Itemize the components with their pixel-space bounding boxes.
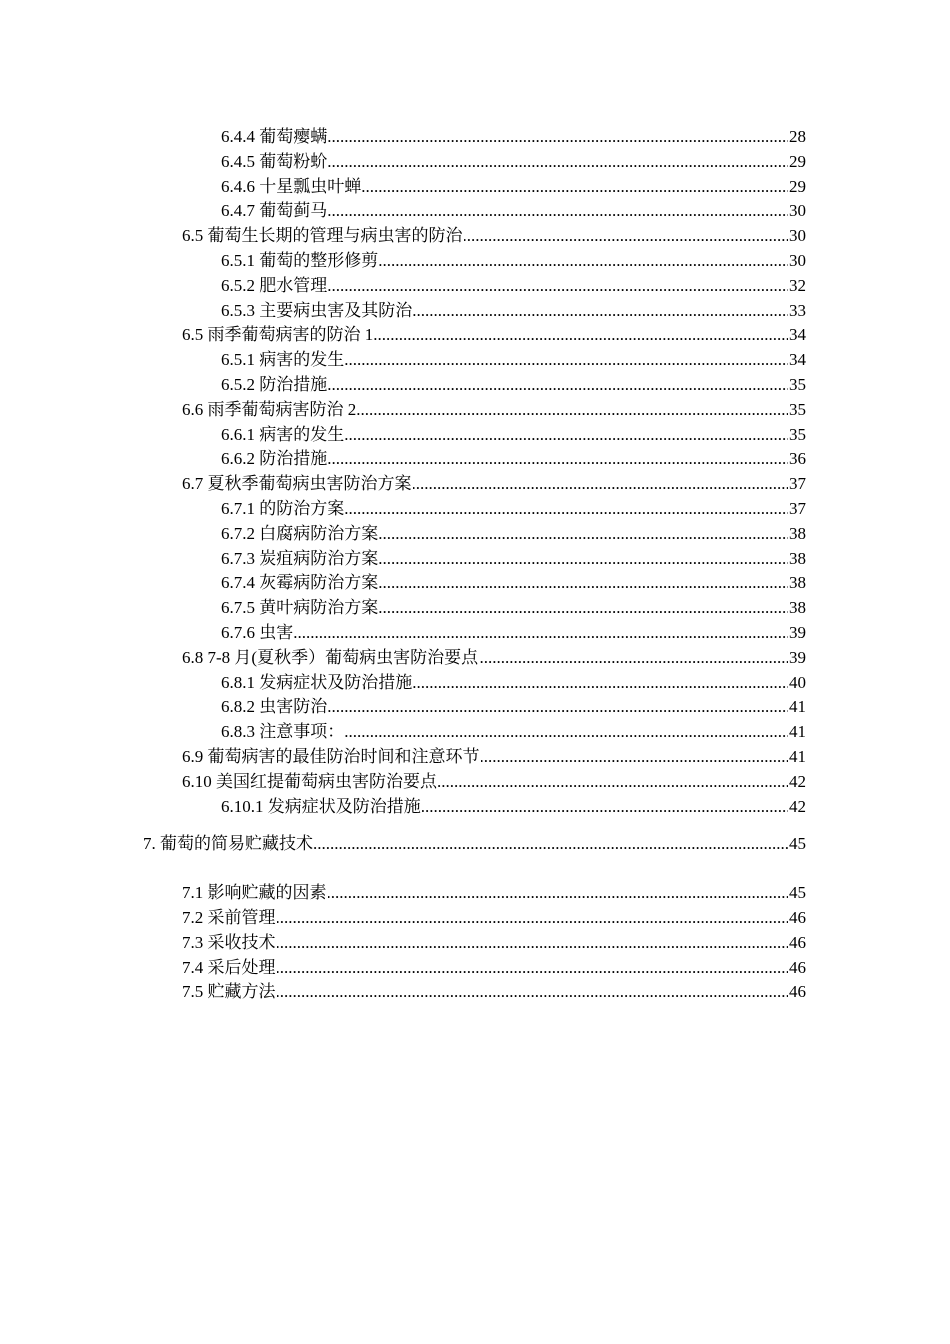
toc-page-number: 30 bbox=[788, 249, 806, 274]
toc-page-number: 45 bbox=[788, 881, 806, 906]
toc-entry-title: 7.5 贮藏方法 bbox=[182, 980, 277, 1005]
toc-page-number: 38 bbox=[788, 571, 806, 596]
toc-entry[interactable] bbox=[221, 274, 806, 299]
toc-entry-title: 6.10 美国红提葡萄病虫害防治要点 bbox=[182, 770, 438, 795]
toc-entry-title: 6.8.3 注意事项： bbox=[221, 720, 345, 745]
toc-page-number: 34 bbox=[788, 323, 806, 348]
toc-entry-title: 6.5 雨季葡萄病害的防治 1 bbox=[182, 323, 374, 348]
toc-entry[interactable] bbox=[182, 323, 806, 348]
toc-page-number: 39 bbox=[788, 646, 806, 671]
toc-page-number: 29 bbox=[788, 150, 806, 175]
toc-entry-title: 6.5.2 肥水管理 bbox=[221, 274, 328, 299]
toc-page-number: 29 bbox=[788, 175, 806, 200]
toc-entry-title: 6.7.3 炭疽病防治方案 bbox=[221, 547, 379, 572]
toc-entry-title: 6.5 葡萄生长期的管理与病虫害的防治 bbox=[182, 224, 464, 249]
toc-page-number: 38 bbox=[788, 522, 806, 547]
toc-page-number: 42 bbox=[788, 770, 806, 795]
toc-entry-title: 6.6 雨季葡萄病害防治 2 bbox=[182, 398, 357, 423]
toc-entry-title: 7.1 影响贮藏的因素 bbox=[182, 881, 328, 906]
toc-entry[interactable] bbox=[221, 621, 806, 646]
toc-entry[interactable] bbox=[182, 646, 806, 671]
toc-entry[interactable] bbox=[221, 299, 806, 324]
toc-page-number: 38 bbox=[788, 547, 806, 572]
toc-page-number: 46 bbox=[788, 956, 806, 981]
toc-entry[interactable] bbox=[182, 745, 806, 770]
toc-entry[interactable] bbox=[221, 373, 806, 398]
toc-entry[interactable] bbox=[221, 671, 806, 696]
toc-entry-title: 6.7 夏秋季葡萄病虫害防治方案 bbox=[182, 472, 413, 497]
toc-entry-title: 6.5.3 主要病虫害及其防治 bbox=[221, 299, 413, 324]
toc-page-number: 42 bbox=[788, 795, 806, 820]
toc-entry-title: 7. 葡萄的简易贮藏技术 bbox=[143, 832, 314, 857]
toc-entry[interactable] bbox=[221, 249, 806, 274]
toc-page-number: 38 bbox=[788, 596, 806, 621]
toc-entry-title: 6.8 7-8 月(夏秋季）葡萄病虫害防治要点 bbox=[182, 646, 479, 671]
toc-entry[interactable] bbox=[182, 224, 806, 249]
toc-entry[interactable] bbox=[221, 571, 806, 596]
toc-entry-title: 6.7.1 的防治方案 bbox=[221, 497, 345, 522]
toc-page-number: 36 bbox=[788, 447, 806, 472]
toc-entry[interactable] bbox=[182, 956, 806, 981]
toc-dot-leader bbox=[221, 621, 806, 646]
toc-page-number: 35 bbox=[788, 423, 806, 448]
toc-page-number: 37 bbox=[788, 472, 806, 497]
toc-entry-title: 6.4.7 葡萄蓟马 bbox=[221, 199, 328, 224]
toc-entry-title: 6.7.6 虫害 bbox=[221, 621, 294, 646]
toc-page-number: 28 bbox=[788, 125, 806, 150]
toc-entry[interactable] bbox=[221, 423, 806, 448]
toc-entry[interactable] bbox=[221, 497, 806, 522]
toc-entry[interactable] bbox=[182, 980, 806, 1005]
toc-page-number: 40 bbox=[788, 671, 806, 696]
toc-entry[interactable] bbox=[221, 522, 806, 547]
toc-entry-title: 7.2 采前管理 bbox=[182, 906, 277, 931]
toc-entry-title: 6.5.1 葡萄的整形修剪 bbox=[221, 249, 379, 274]
toc-entry[interactable] bbox=[221, 695, 806, 720]
toc-entry-title: 7.4 采后处理 bbox=[182, 956, 277, 981]
toc-page-number: 41 bbox=[788, 695, 806, 720]
toc-entry[interactable] bbox=[221, 199, 806, 224]
toc-entry[interactable] bbox=[221, 596, 806, 621]
toc-entry-title: 6.8.2 虫害防治 bbox=[221, 695, 328, 720]
toc-entry-title: 6.7.5 黄叶病防治方案 bbox=[221, 596, 379, 621]
toc-entry[interactable] bbox=[182, 931, 806, 956]
toc-entry[interactable] bbox=[221, 150, 806, 175]
toc-entry[interactable] bbox=[221, 348, 806, 373]
toc-page-number: 30 bbox=[788, 224, 806, 249]
toc-entry[interactable] bbox=[182, 472, 806, 497]
toc-page-number: 30 bbox=[788, 199, 806, 224]
toc-page-number: 34 bbox=[788, 348, 806, 373]
toc-entry[interactable] bbox=[143, 832, 806, 857]
toc-entry[interactable] bbox=[221, 547, 806, 572]
toc-page-number: 41 bbox=[788, 720, 806, 745]
toc-entry-title: 6.5.1 病害的发生 bbox=[221, 348, 345, 373]
toc-entry-title: 6.10.1 发病症状及防治措施 bbox=[221, 795, 422, 820]
toc-entry[interactable] bbox=[182, 770, 806, 795]
toc-entry[interactable] bbox=[182, 881, 806, 906]
toc-entry-title: 6.5.2 防治措施 bbox=[221, 373, 328, 398]
toc-page-number: 46 bbox=[788, 931, 806, 956]
toc-entry-title: 6.7.4 灰霉病防治方案 bbox=[221, 571, 379, 596]
toc-entry-title: 6.9 葡萄病害的最佳防治时间和注意环节 bbox=[182, 745, 481, 770]
toc-page-number: 46 bbox=[788, 906, 806, 931]
toc-entry-title: 6.8.1 发病症状及防治措施 bbox=[221, 671, 413, 696]
toc-page-number: 45 bbox=[788, 832, 806, 857]
toc-entry-title: 6.7.2 白腐病防治方案 bbox=[221, 522, 379, 547]
toc-page-number: 35 bbox=[788, 398, 806, 423]
toc-entry-title: 6.4.5 葡萄粉蚧 bbox=[221, 150, 328, 175]
toc-entry[interactable] bbox=[221, 720, 806, 745]
toc-entry-title: 6.6.1 病害的发生 bbox=[221, 423, 345, 448]
toc-page-number: 41 bbox=[788, 745, 806, 770]
toc-page-number: 37 bbox=[788, 497, 806, 522]
toc-page-number: 32 bbox=[788, 274, 806, 299]
toc-page-number: 35 bbox=[788, 373, 806, 398]
toc-entry[interactable] bbox=[221, 447, 806, 472]
toc-entry[interactable] bbox=[182, 398, 806, 423]
toc-entry-title: 6.6.2 防治措施 bbox=[221, 447, 328, 472]
toc-entry-title: 6.4.4 葡萄瘿螨 bbox=[221, 125, 328, 150]
toc-entry[interactable] bbox=[182, 906, 806, 931]
toc-entry-title: 7.3 采收技术 bbox=[182, 931, 277, 956]
toc-page-number: 46 bbox=[788, 980, 806, 1005]
toc-entry[interactable] bbox=[221, 175, 806, 200]
toc-page-number: 39 bbox=[788, 621, 806, 646]
table-of-contents bbox=[0, 125, 950, 1005]
toc-page-number: 33 bbox=[788, 299, 806, 324]
toc-entry[interactable] bbox=[221, 795, 806, 820]
toc-entry-title: 6.4.6 十星瓢虫叶蝉 bbox=[221, 175, 362, 200]
toc-entry[interactable] bbox=[221, 125, 806, 150]
